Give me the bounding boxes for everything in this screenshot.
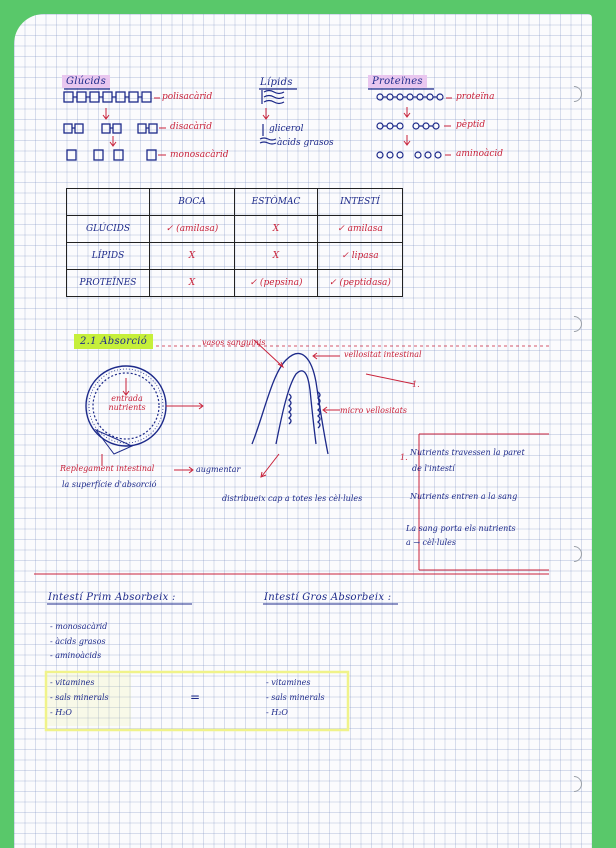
box-line-3: Nutrients entren a la sang (410, 492, 518, 501)
table-cell: ✓ amilasa (318, 216, 403, 243)
row-label: GLÚCIDS (67, 216, 150, 243)
label-glicerol: glicerol (269, 124, 304, 134)
notebook-page (14, 14, 592, 848)
table-row (67, 243, 403, 270)
list-item: - H₂O (50, 708, 72, 717)
list-item: - vitamines (50, 678, 95, 687)
list-item: - monosacàrid (50, 622, 108, 631)
table-cell: ✓ (amilasa) (150, 216, 235, 243)
label-acids-grasos: àcids grasos (277, 138, 334, 148)
label-micro-vellositats: micro vellositats (340, 406, 407, 415)
list-item: - àcids grasos (50, 637, 106, 646)
box-line-1: Nutrients travessen la paret (410, 448, 525, 457)
box-number: 1. (400, 453, 408, 462)
column-header: BOCA (150, 189, 235, 216)
table-header-row (67, 189, 403, 216)
column-header: ESTÒMAC (235, 189, 318, 216)
section-header-glucids: Glúcids (62, 76, 110, 87)
digestion-table (66, 188, 403, 297)
absorcio-title: 2.1 Absorció (74, 334, 153, 349)
table-cell: X (235, 243, 318, 270)
section-header-lipids: Lípids (260, 77, 293, 88)
label-aminoacid: aminoàcid (456, 149, 504, 159)
label-vasos-sanguinis: vasos sanguinis (202, 338, 266, 347)
table-cell: ✓ lipasa (318, 243, 403, 270)
triglyceride-icon (260, 90, 284, 144)
protein-chain-icon (377, 94, 443, 158)
table-cell: ✓ (peptidasa) (318, 270, 403, 297)
list-item: - vitamines (266, 678, 311, 687)
table-cell: X (150, 243, 235, 270)
villus-icon (252, 354, 328, 454)
table-cell: X (235, 216, 318, 243)
list-item: - sals minerals (266, 693, 325, 702)
box-line-4: La sang porta els nutrients (406, 524, 516, 533)
table-cell: X (150, 270, 235, 297)
section-header-proteines: Proteïnes (368, 76, 427, 87)
label-entrada-nutrients: entrada nutrients (108, 394, 146, 412)
label-proteina: proteïna (456, 92, 495, 102)
table-cell: ✓ (pepsina) (235, 270, 318, 297)
list-item: - H₂O (266, 708, 288, 717)
equals-sign: = (190, 690, 201, 704)
list-item: - aminoàcids (50, 651, 102, 660)
column-header: INTESTÍ (318, 189, 403, 216)
label-disacarid: disacàrid (170, 122, 212, 132)
label-superficie: la superfície d'absorció (62, 480, 157, 489)
list-item: - sals minerals (50, 693, 109, 702)
box-line-2: de l'intestí (412, 464, 455, 473)
label-step-1: 1. (412, 380, 420, 389)
table-row (67, 216, 403, 243)
table-row (67, 270, 403, 297)
monosaccharide-icon (67, 150, 156, 160)
label-monosacarid: monosacàrid (170, 150, 229, 160)
intesti-prim-title: Intestí Prim Absorbeix : (48, 592, 176, 603)
intesti-gros-title: Intestí Gros Absorbeix : (264, 592, 392, 603)
row-label: LÍPIDS (67, 243, 150, 270)
label-distribueix: distribueix cap a totes les cèl·lules (222, 494, 363, 503)
label-augmentar: augmentar (196, 465, 241, 474)
label-vellositat: vellositat intestinal (344, 350, 422, 359)
box-line-5: a → cèl·lules (406, 538, 456, 547)
row-label: PROTEÏNES (67, 270, 150, 297)
polysaccharide-chain-icon (64, 92, 151, 102)
label-replegament: Replegament intestinal (60, 464, 155, 473)
disaccharide-icon (64, 124, 157, 133)
label-polisacarid: polisacàrid (162, 92, 213, 102)
label-peptid: pèptid (456, 120, 486, 130)
